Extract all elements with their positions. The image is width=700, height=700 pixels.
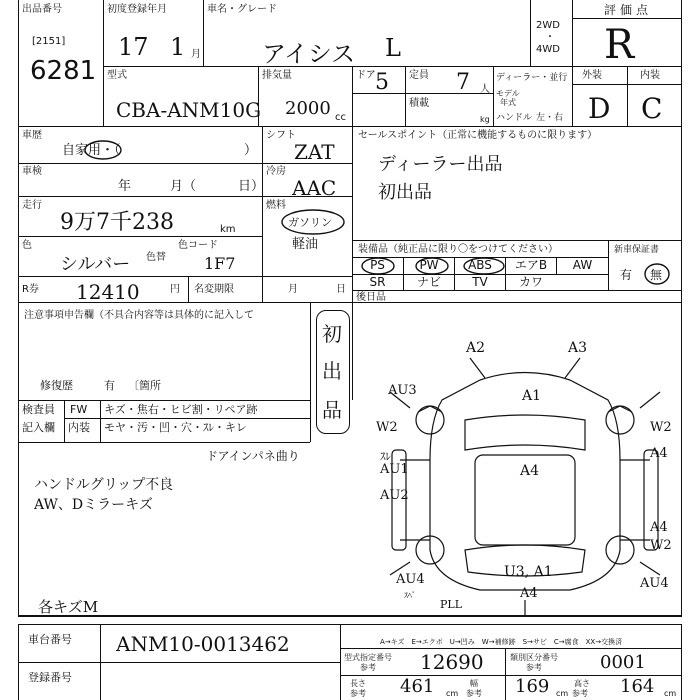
damage-legend: A→キズ E→エクボ U→凹み W→補修跡 S→サビ C→腐食 XX→交換済 — [380, 638, 623, 646]
chassis-number-label: 車台番号 — [28, 633, 72, 646]
color-value: シルバー — [60, 254, 131, 275]
usage-circle-mark — [83, 139, 123, 161]
equipment-item: PW — [403, 257, 454, 274]
diagram-mark-a1-hood: A1 — [522, 388, 542, 404]
name-change-label: 名変期限 — [194, 284, 234, 295]
diagram-mark-au1: AU1 — [380, 462, 409, 477]
diagram-mark-a4-right-rear: A4 — [650, 520, 668, 535]
class-number: 0001 — [600, 652, 646, 673]
name-change-month: 月 — [288, 284, 298, 295]
mileage-unit: km — [220, 224, 236, 235]
abs-circle-mark — [462, 256, 506, 276]
diagram-mark-a4-rear: A4 — [520, 586, 538, 601]
interior-defect-items: モヤ・汚・凹・穴・ｽﾚ・キレ — [104, 421, 247, 434]
lot-number: 6281 — [30, 56, 97, 86]
model-code: CBA-ANM10G — [116, 98, 262, 122]
drive-2wd: 2WD — [536, 20, 560, 31]
mileage-label: 走行 — [22, 200, 42, 211]
diagram-mark-au4-right: AU4 — [640, 576, 669, 591]
capacity-unit: 人 — [480, 84, 490, 95]
first-registration-year: 17 — [118, 33, 149, 61]
divider — [18, 126, 682, 127]
repaint-label: 色替 — [146, 252, 166, 263]
model-year-label: モデル — [496, 89, 520, 98]
inspector-entry-label: 記入欄 — [22, 421, 55, 434]
type-designation-number: 12690 — [420, 650, 484, 674]
divider — [352, 93, 493, 94]
note-dashboard: ドアインパネ曲り — [206, 449, 300, 463]
divider — [18, 276, 352, 277]
capacity-label: 定員 — [409, 70, 429, 81]
equipment-item: PS — [370, 258, 385, 272]
height-value: 164 — [620, 676, 655, 697]
car-name: アイシス — [262, 40, 356, 68]
exterior-grade-label: 外装 — [582, 70, 602, 81]
inspector-label: 検査員 — [22, 403, 55, 416]
usage-close: ） — [244, 143, 258, 158]
class-number-label: 類別区分番号 — [510, 653, 558, 662]
auction-grade-label: 評価点 — [604, 3, 653, 17]
diagram-mark-a4-roof: A4 — [520, 463, 540, 479]
car-name-label: 車名・グレード — [207, 4, 277, 15]
divider — [18, 163, 262, 164]
interior-grade: C — [641, 92, 663, 125]
divider — [505, 648, 506, 700]
first-listing-stamp-char-2: 出 — [322, 359, 342, 383]
displacement-unit: cc — [335, 112, 346, 123]
equipment-item: SR — [369, 275, 386, 289]
divider — [352, 66, 353, 126]
diagram-mark-w2-right: W2 — [650, 420, 672, 435]
fw-label: FW — [70, 403, 88, 416]
diagram-mark-scrape: ｽﾚ — [380, 450, 391, 463]
ps-circle-mark — [360, 256, 396, 276]
sales-point-label: セールスポイント（正常に機能するものに限ります） — [358, 130, 598, 141]
usage-label: 車歴 — [22, 130, 42, 141]
divider — [530, 0, 531, 66]
equipment-label: 装備品（純正品に限り〇をつけてください） — [358, 244, 558, 255]
recycle-value: 12410 — [76, 280, 140, 304]
recycle-unit: 円 — [170, 284, 180, 295]
notes-label: 注意事項申告欄（不具合内容等は具体的に記入して — [24, 310, 254, 321]
ac-value: AAC — [292, 176, 337, 200]
warranty-no: 無 — [650, 268, 663, 282]
auction-grade: R — [604, 22, 635, 68]
repair-history-value: 有 — [104, 379, 115, 392]
class-number-ref-label: 参考 — [526, 663, 542, 672]
fuel-gasoline: ガソリン — [288, 216, 332, 229]
load-unit: kg — [480, 115, 490, 124]
inspection-month-unit: 月（ — [170, 179, 197, 194]
doors: 5 — [375, 70, 389, 95]
pw-circle-mark — [414, 256, 450, 276]
type-designation-ref-label: 参考 — [360, 663, 376, 672]
divider — [352, 240, 682, 241]
usage-value: 自家用・（ — [62, 143, 121, 158]
divider — [572, 84, 682, 85]
divider — [310, 302, 311, 442]
length-value: 461 — [400, 676, 435, 697]
first-listing-stamp-char-3: 品 — [322, 398, 342, 422]
equipment-item: カワ — [505, 274, 556, 291]
height-ref-label: 参考 — [572, 689, 588, 698]
divider — [627, 66, 628, 126]
divider — [188, 276, 189, 302]
name-change-day: 日 — [336, 284, 346, 295]
equipment-item: ナビ — [403, 274, 454, 291]
width-ref-label: 参考 — [466, 689, 482, 698]
divider — [100, 400, 101, 442]
dealer-label: ディーラー・並行 — [496, 73, 568, 83]
diagram-mark-spare: ｽﾍﾟ — [404, 591, 416, 600]
note-scratches: 各キズM — [38, 598, 99, 616]
handle-label: ハンドル — [496, 113, 533, 123]
divider — [203, 0, 204, 66]
shift-label: シフト — [266, 130, 296, 141]
model-year-label-2: 年式 — [500, 98, 516, 107]
divider — [18, 236, 262, 237]
color-code: 1F7 — [204, 254, 236, 273]
repair-location-label: 〔箇所 — [128, 379, 161, 392]
divider — [340, 624, 341, 700]
color-code-label: 色コード — [178, 240, 218, 251]
width-unit: cm — [556, 689, 569, 698]
diagram-mark-a3-front: A3 — [568, 340, 588, 356]
exterior-defect-items: キズ・焦右・ヒビ割・リペア跡 — [104, 403, 258, 416]
registration-number-label: 登録番号 — [28, 671, 72, 684]
interior-inspection-label: 内装 — [68, 421, 90, 434]
model-code-label: 型式 — [107, 70, 127, 81]
sales-point-line-2: 初出品 — [378, 182, 432, 203]
divider — [405, 66, 406, 126]
equipment-item: AW — [556, 257, 608, 274]
note-handle-grip: ハンドルグリップ不良 — [34, 477, 174, 493]
lot-code: [2151] — [32, 36, 66, 47]
handle-options: 左・右 — [536, 113, 564, 123]
divider — [493, 66, 494, 126]
diagram-mark-au3: AU3 — [388, 383, 417, 398]
diagram-mark-w2-right-rear: W2 — [650, 538, 672, 553]
diagram-mark-w2-left: W2 — [376, 420, 398, 435]
warranty-circle-mark — [642, 261, 672, 287]
shift-value: ZAT — [294, 140, 335, 164]
repair-history-label: 修復歴 — [40, 379, 73, 392]
capacity: 7 — [456, 70, 470, 95]
diagram-mark-a2-front: A2 — [466, 340, 486, 356]
fuel-circle-mark — [280, 208, 346, 236]
divider — [18, 196, 262, 197]
drive-4wd: 4WD — [536, 44, 560, 55]
displacement-label: 排気量 — [262, 70, 292, 81]
chassis-number: ANM10-0013462 — [116, 632, 290, 656]
color-label: 色 — [22, 240, 32, 251]
divider — [18, 442, 310, 443]
month-unit: 月 — [191, 49, 201, 60]
diagram-mark-pll: PLL — [440, 598, 463, 611]
length-ref-label: 参考 — [350, 689, 366, 698]
divider — [103, 0, 104, 126]
diagram-mark-au4-left: AU4 — [396, 572, 425, 587]
equipment-item: ABS — [454, 257, 505, 274]
diagram-mark-u3-a1: U3, A1 — [504, 564, 553, 580]
sales-point-line-1: ディーラー出品 — [378, 154, 503, 175]
fuel-label: 燃料 — [266, 200, 286, 211]
length-label: 長さ — [350, 679, 366, 688]
divider — [64, 400, 65, 442]
width-value: 169 — [515, 676, 550, 697]
equipment-item: エアB — [505, 257, 556, 274]
inspection-year-unit: 年 — [118, 179, 132, 194]
inspection-label: 車検 — [22, 166, 42, 177]
warranty-label: 新車保証書 — [614, 245, 660, 255]
warranty-yes: 有 — [620, 268, 633, 282]
inspection-day-unit: 日） — [238, 179, 265, 194]
length-unit: cm — [446, 689, 459, 698]
mileage-value: 9万7千238 — [60, 210, 174, 235]
grade: L — [385, 34, 401, 62]
fuel-diesel: 軽油 — [292, 237, 319, 252]
first-listing-stamp-char-1: 初 — [322, 322, 342, 346]
width-label: 幅 — [470, 679, 478, 688]
diagram-mark-au2: AU2 — [380, 488, 409, 503]
interior-grade-label: 内装 — [640, 70, 660, 81]
drive-dot: ・ — [545, 32, 555, 43]
first-registration-month: 1 — [170, 33, 186, 61]
load-label: 積載 — [409, 98, 429, 109]
divider — [18, 400, 310, 401]
lot-number-label: 出品番号 — [22, 4, 62, 15]
first-registration-label: 初度登録年月 — [107, 4, 167, 15]
exterior-grade: D — [588, 92, 611, 125]
divider — [340, 648, 682, 649]
displacement: 2000 — [285, 98, 331, 119]
equipment-item: TV — [454, 274, 505, 291]
divider — [608, 240, 609, 290]
height-label: 高さ — [574, 679, 590, 688]
divider — [103, 66, 682, 67]
divider — [18, 662, 340, 663]
note-aw-mirror: AW、Dミラーキズ — [34, 497, 153, 513]
type-designation-label: 型式指定番号 — [344, 653, 392, 662]
after-sale-label: 後日品 — [356, 292, 386, 303]
height-unit: cm — [664, 689, 677, 698]
recycle-label: R券 — [22, 284, 39, 295]
ac-label: 冷房 — [266, 166, 286, 177]
diagram-mark-a4-right-front: A4 — [650, 446, 668, 461]
divider — [572, 18, 682, 19]
doors-label: ドア — [356, 70, 376, 81]
divider — [352, 302, 353, 400]
